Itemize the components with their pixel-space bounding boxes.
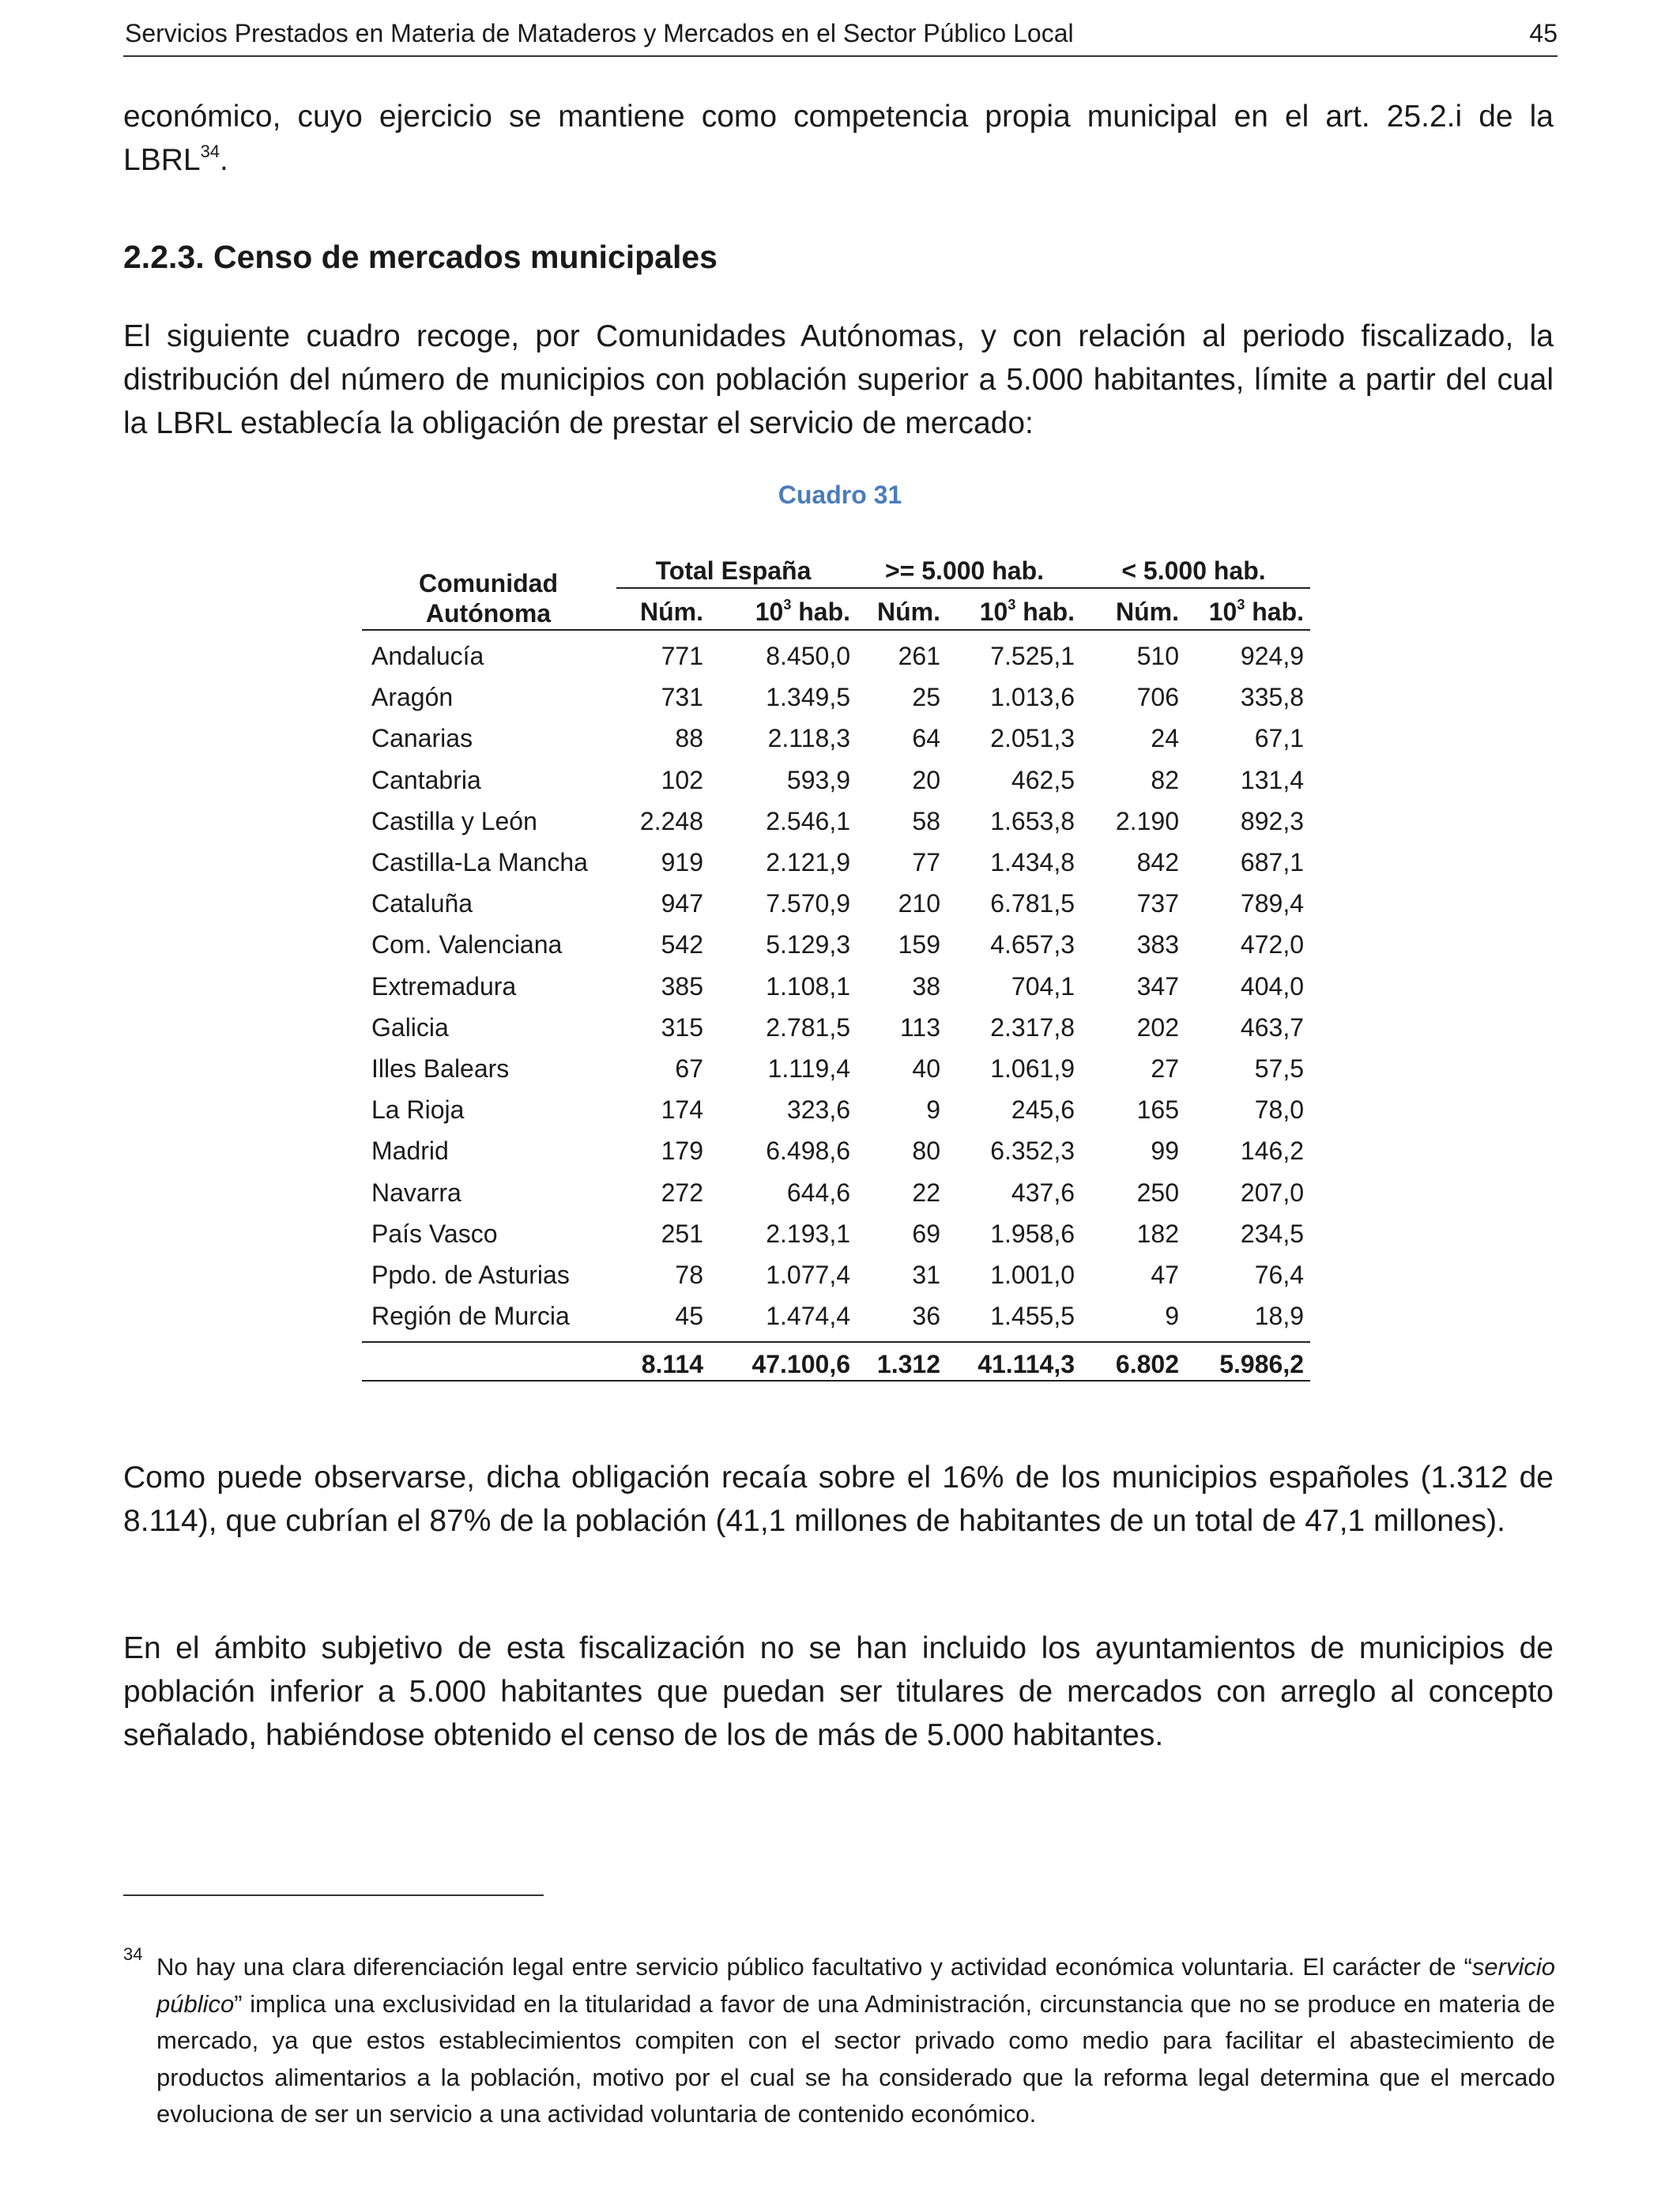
table-row [362, 677, 1310, 718]
row-value: 6.781,5 [990, 889, 1075, 918]
row-value: 27 [1151, 1054, 1179, 1083]
row-value: 210 [898, 889, 940, 918]
sub-header-num: Núm. [1116, 598, 1179, 626]
row-value: 8.450,0 [766, 642, 850, 670]
row-value: 1.434,8 [990, 848, 1075, 876]
row-value: 24 [1151, 724, 1179, 753]
row-comunidad: Com. Valenciana [371, 930, 563, 959]
row-value: 463,7 [1240, 1012, 1304, 1042]
row-comunidad: Castilla y León [371, 806, 537, 835]
row-value: 771 [661, 642, 703, 670]
row-value: 687,1 [1240, 848, 1304, 876]
row-value: 38 [912, 971, 940, 1001]
sub-header-hab-unit: hab. [1245, 598, 1304, 626]
row-value: 76,4 [1254, 1261, 1304, 1289]
footnote-text [156, 1949, 1555, 2133]
row-value: 7.525,1 [990, 642, 1075, 670]
table-row [362, 883, 1310, 924]
row-value: 704,1 [1011, 971, 1075, 1001]
row-value: 80 [912, 1137, 940, 1166]
row-value: 64 [912, 724, 940, 753]
row-value: 706 [1136, 683, 1179, 712]
row-value: 174 [661, 1095, 703, 1125]
row-value: 6.498,6 [766, 1137, 850, 1166]
table-row [362, 966, 1310, 1007]
footnote-text-emphasis: servicio público [156, 1953, 1555, 2018]
row-value: 113 [899, 1012, 940, 1042]
row-value: 6.352,3 [990, 1137, 1075, 1166]
row-value: 842 [1136, 848, 1179, 876]
total-value: 8.114 [641, 1350, 703, 1378]
sub-header-num: Núm. [640, 598, 703, 626]
row-comunidad: Illes Balears [371, 1054, 510, 1083]
row-value: 542 [661, 930, 703, 959]
row-value: 22 [912, 1178, 940, 1207]
row-value: 1.653,8 [990, 806, 1075, 835]
row-value: 47 [1151, 1261, 1179, 1289]
footnote-ref-34[interactable]: 34 [200, 141, 220, 161]
row-value: 2.317,8 [990, 1012, 1075, 1042]
row-value: 510 [1136, 642, 1179, 670]
totals-rule-top [362, 1341, 1310, 1343]
conclusion-paragraph-1: Como puede observarse, dicha obligación recaía sobre el 16% de los municipios españoles (1.312 de 8.114), que cubrían el 87% de la población (41,1 millones de habitantes de un total de 47,1 millones). [123, 1461, 1554, 1538]
footnote-separator [123, 1894, 544, 1896]
row-value: 102 [661, 765, 703, 794]
footnote-number: 34 [123, 1944, 143, 1964]
group-menos-5000: < 5.000 hab. [1121, 556, 1266, 585]
table-row [362, 1007, 1310, 1048]
total-value: 1.312 [876, 1350, 940, 1378]
sub-header-hab-base: 10 [1208, 598, 1237, 626]
sub-header-hab-base: 10 [755, 598, 784, 626]
table-row [362, 1295, 1310, 1336]
totals-rule-bottom [362, 1380, 1310, 1382]
row-value: 25 [912, 683, 940, 712]
row-value: 2.546,1 [766, 806, 850, 835]
sub-header-hab-exponent: 3 [1237, 597, 1245, 613]
census-table [362, 553, 1310, 1383]
row-value: 58 [912, 806, 940, 835]
total-value: 5.986,2 [1219, 1350, 1304, 1378]
row-value: 82 [1151, 765, 1179, 794]
row-comunidad: Extremadura [371, 971, 517, 1001]
row-value: 182 [1136, 1219, 1179, 1248]
row-value: 234,5 [1240, 1219, 1304, 1248]
row-value: 2.118,3 [767, 724, 850, 753]
row-value: 1.958,6 [990, 1219, 1075, 1248]
row-value: 272 [661, 1178, 703, 1207]
header-comunidad-2: Autónoma [425, 599, 552, 628]
row-value: 202 [1136, 1012, 1179, 1042]
row-value: 250 [1136, 1178, 1179, 1207]
row-value: 323,6 [786, 1095, 850, 1125]
table-caption: Cuadro 31 [778, 481, 902, 509]
row-value: 1.013,6 [990, 683, 1075, 712]
row-value: 131,4 [1240, 765, 1304, 794]
total-value: 41.114,3 [977, 1350, 1075, 1378]
row-value: 2.193,1 [766, 1219, 850, 1248]
row-value: 472,0 [1240, 930, 1304, 959]
table-row [362, 1213, 1310, 1254]
row-value: 737 [1136, 889, 1179, 918]
row-comunidad: Navarra [371, 1178, 461, 1207]
row-value: 99 [1151, 1137, 1179, 1166]
row-value: 593,9 [786, 765, 850, 794]
section-paragraph: El siguiente cuadro recoge, por Comunidades Autónomas, y con relación al periodo fiscalizado, la distribución del número de municipios con población superior a 5.000 habitantes, límite a partir del cual la LBRL establecía la obligación de prestar el servicio de mercado: [123, 319, 1554, 440]
table-row [362, 842, 1310, 883]
row-value: 77 [912, 848, 940, 876]
sub-header-hab-unit: hab. [1015, 598, 1075, 626]
intro-text: económico, cuyo ejercicio se mantiene como competencia propia municipal en el art. 25.2.i de la LBRL [123, 100, 1554, 177]
row-value: 404,0 [1240, 971, 1304, 1001]
page-number: 45 [1529, 19, 1558, 47]
row-value: 179 [661, 1137, 703, 1166]
table-row [362, 1089, 1310, 1130]
row-value: 5.129,3 [766, 930, 850, 959]
row-comunidad: Galicia [371, 1012, 449, 1042]
row-value: 347 [1136, 971, 1179, 1001]
row-value: 2.121,9 [766, 848, 850, 876]
row-value: 57,5 [1254, 1054, 1304, 1083]
footnote-text-b: ” implica una exclusividad en la titularidad a favor de una Administración, circunstancia que no se produce en materia de mercado, ya que estos establecimientos compiten con el sector privado como medio para facilitar el abastecimiento de productos alimentarios a la población, motivo por el cual se ha considerado que la reforma legal determina que el mercado evoluciona de ser un servicio a una actividad voluntaria de contenido económico. [156, 1989, 1555, 2128]
row-value: 40 [912, 1054, 940, 1083]
row-comunidad: País Vasco [371, 1219, 498, 1248]
row-value: 45 [675, 1302, 703, 1331]
header-comunidad-1: Comunidad [419, 569, 558, 598]
row-value: 947 [661, 889, 703, 918]
row-value: 88 [675, 724, 703, 753]
row-comunidad: Ppdo. de Asturias [371, 1261, 570, 1289]
row-comunidad: Cataluña [371, 889, 473, 918]
row-comunidad: Andalucía [371, 642, 484, 670]
row-value: 462,5 [1011, 765, 1075, 794]
sub-header-hab [980, 598, 1075, 627]
row-value: 731 [661, 683, 703, 712]
running-header [123, 16, 1558, 57]
row-value: 919 [661, 848, 703, 876]
row-comunidad: Aragón [371, 683, 454, 712]
row-value: 2.248 [639, 806, 703, 835]
row-value: 159 [898, 930, 940, 959]
row-value: 1.001,0 [990, 1261, 1075, 1289]
sub-header-hab-unit: hab. [791, 598, 850, 626]
header-title: Servicios Prestados en Materia de Mataderos y Mercados en el Sector Público Local [125, 19, 1074, 47]
row-value: 36 [912, 1302, 940, 1331]
row-value: 207,0 [1240, 1178, 1304, 1207]
row-value: 1.077,4 [766, 1261, 850, 1289]
row-value: 1.474,4 [766, 1302, 850, 1331]
row-value: 789,4 [1240, 889, 1304, 918]
row-value: 251 [661, 1219, 703, 1248]
sub-header-num: Núm. [877, 598, 940, 626]
row-value: 924,9 [1240, 642, 1304, 670]
row-comunidad: Castilla-La Mancha [371, 848, 588, 876]
row-value: 1.455,5 [990, 1302, 1075, 1331]
table-row [362, 1172, 1310, 1213]
row-value: 31 [912, 1261, 940, 1289]
row-value: 67,1 [1254, 724, 1304, 753]
table-row [362, 1048, 1310, 1089]
row-comunidad: Madrid [371, 1137, 449, 1166]
row-value: 2.781,5 [766, 1012, 850, 1042]
row-value: 892,3 [1240, 806, 1304, 835]
row-value: 644,6 [786, 1178, 850, 1207]
intro-end: . [220, 143, 228, 177]
row-value: 1.349,5 [766, 683, 850, 712]
row-value: 315 [661, 1012, 703, 1042]
row-comunidad: Canarias [371, 724, 473, 753]
table-row [362, 718, 1310, 759]
row-value: 437,6 [1011, 1178, 1075, 1207]
sub-header-hab [755, 598, 850, 627]
table-row [362, 1130, 1310, 1171]
row-value: 2.051,3 [990, 724, 1075, 753]
row-value: 78,0 [1254, 1095, 1304, 1125]
row-value: 385 [661, 971, 703, 1001]
row-value: 261 [898, 642, 940, 670]
row-value: 67 [675, 1054, 703, 1083]
table-row [362, 801, 1310, 842]
row-comunidad: Cantabria [371, 765, 481, 794]
footnote-text-a: No hay una clara diferenciación legal entre servicio público facultativo y actividad económica voluntaria. El carácter de “ [156, 1953, 1472, 1981]
row-value: 7.570,9 [766, 889, 850, 918]
row-value: 1.061,9 [990, 1054, 1075, 1083]
table-row [362, 1254, 1310, 1295]
row-value: 20 [912, 765, 940, 794]
conclusion-paragraph-2: En el ámbito subjetivo de esta fiscalización no se han incluido los ayuntamientos de municipios de población inferior a 5.000 habitantes que puedan ser titulares de mercados con arreglo al concepto señalado, habiéndose obtenido el censo de los de más de 5.000 habitantes. [123, 1631, 1554, 1752]
row-value: 383 [1136, 930, 1179, 959]
row-comunidad: La Rioja [371, 1095, 465, 1125]
group-underline [616, 587, 1310, 589]
table-row [362, 635, 1310, 677]
row-comunidad: Región de Murcia [371, 1302, 570, 1331]
total-value: 47.100,6 [751, 1350, 850, 1378]
group-total-espana: Total España [655, 556, 812, 585]
row-value: 335,8 [1240, 683, 1304, 712]
row-value: 245,6 [1011, 1095, 1075, 1125]
row-value: 69 [912, 1219, 940, 1248]
row-value: 78 [675, 1261, 703, 1289]
sub-header-hab-exponent: 3 [783, 597, 792, 613]
row-value: 9 [926, 1095, 940, 1125]
row-value: 18,9 [1254, 1302, 1304, 1331]
total-value: 6.802 [1115, 1350, 1179, 1378]
row-value: 1.119,4 [767, 1054, 850, 1083]
header-rule [362, 629, 1310, 631]
row-value: 9 [1165, 1302, 1179, 1331]
sub-header-hab-exponent: 3 [1008, 597, 1016, 613]
row-value: 1.108,1 [766, 971, 850, 1001]
row-value: 4.657,3 [990, 930, 1075, 959]
sub-header-hab-base: 10 [979, 598, 1008, 626]
row-value: 165 [1136, 1095, 1179, 1125]
group-mas-5000: >= 5.000 hab. [884, 556, 1044, 585]
section-heading: 2.2.3. Censo de mercados municipales [123, 239, 718, 275]
intro-paragraph [123, 95, 1554, 182]
table-row [362, 924, 1310, 965]
row-value: 2.190 [1115, 806, 1179, 835]
sub-header-hab [1209, 598, 1304, 627]
table-row [362, 760, 1310, 801]
row-value: 146,2 [1240, 1137, 1304, 1166]
